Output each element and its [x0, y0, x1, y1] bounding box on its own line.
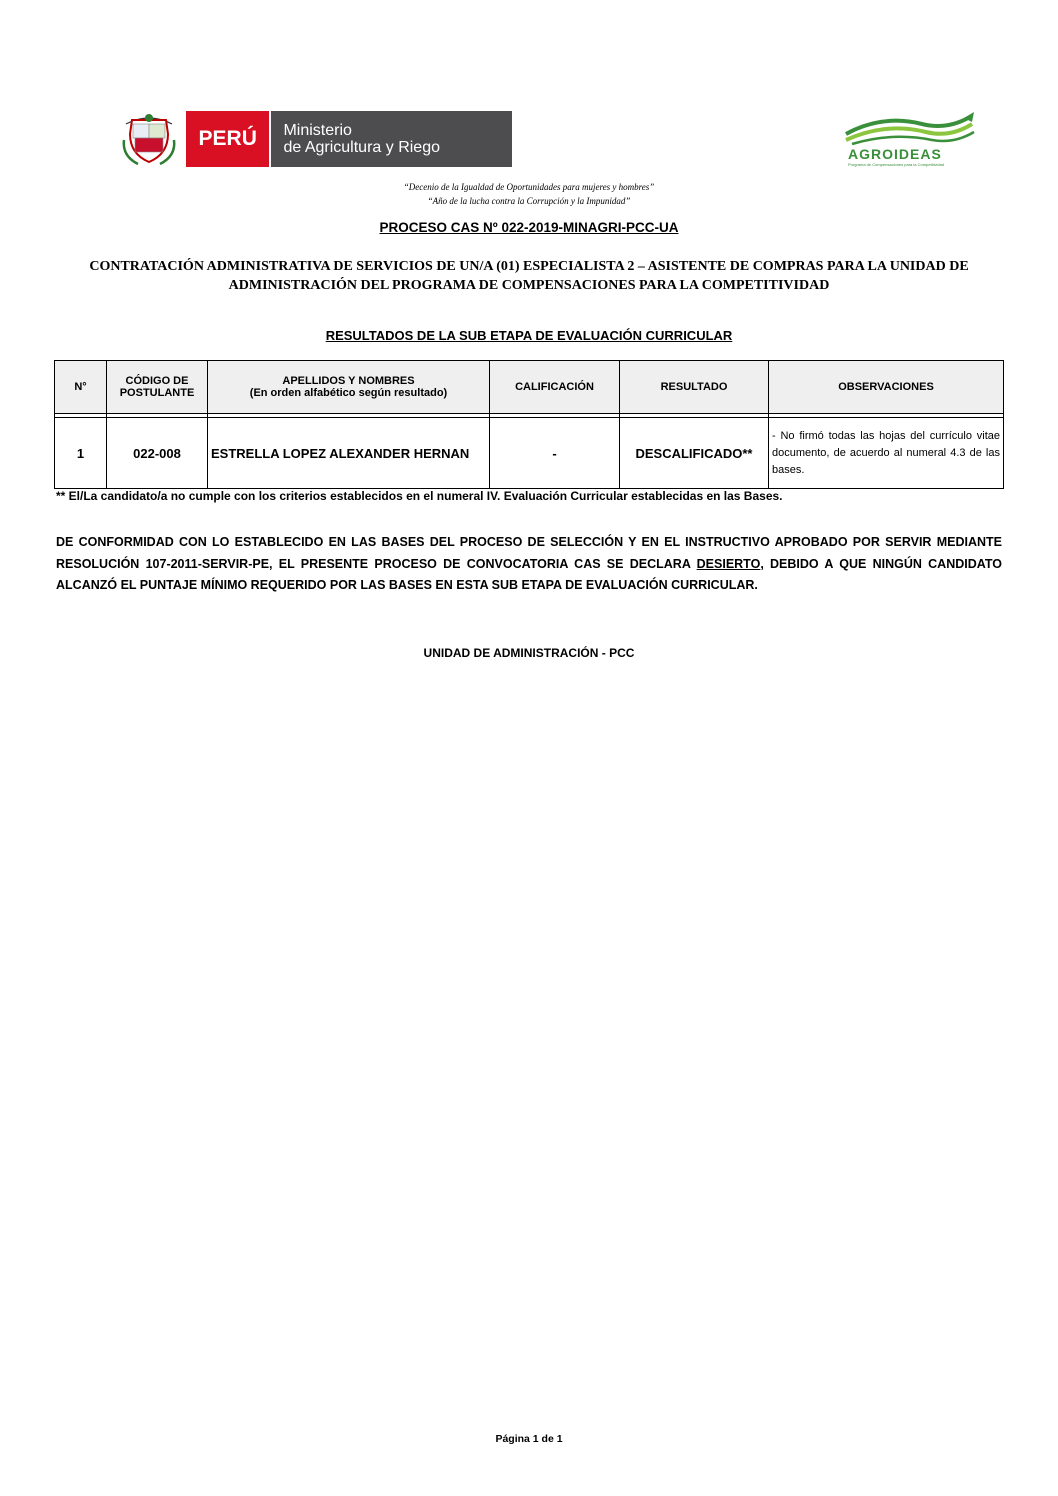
header-codigo [107, 361, 208, 414]
header-nombres-line-2: (En orden alfabético según resultado) [249, 387, 448, 399]
peru-label: PERÚ [186, 111, 269, 167]
ministry-name [269, 111, 512, 167]
ministry-line-2: de Agricultura y Riego [283, 139, 440, 156]
header-observaciones: OBSERVACIONES [769, 361, 1004, 414]
table-row [55, 418, 1004, 489]
table-header-row [55, 361, 1004, 414]
declaration-desierto: DESIERTO [696, 556, 761, 571]
ministry-logo [120, 110, 512, 168]
cell-codigo: 022-008 [107, 418, 208, 489]
declaration-text-before: DE CONFORMIDAD CON LO ESTABLECIDO EN LAS BASES DEL PROCESO DE SELECCIÓN Y EN EL INSTRUCTIVO APROBADO POR SERVIR MEDIANTE RESOLUCIÓN 107-2011-SERVIR-PE, EL PRESENTE PROCESO DE CONVOCATORIA CAS SE DECLARA [56, 535, 1002, 571]
cell-num: 1 [55, 418, 107, 489]
results-table [54, 360, 1004, 489]
agroideas-logo [842, 110, 980, 168]
header-resultado: RESULTADO [620, 361, 769, 414]
header-nombres-line-1: APELLIDOS Y NOMBRES [282, 375, 415, 387]
header-codigo-line-2: POSTULANTE [119, 387, 195, 399]
cell-calificacion: - [490, 418, 620, 489]
ministry-line-1: Ministerio [283, 122, 352, 139]
peru-coat-of-arms-icon [120, 110, 178, 168]
agroideas-name: AGROIDEAS [848, 146, 942, 162]
contract-description: CONTRATACIÓN ADMINISTRATIVA DE SERVICIOS DE UN/A (01) ESPECIALISTA 2 – ASISTENTE DE COMPRAS PARA LA UNIDAD DE ADMINISTRACIÓN DEL PROGRAMA DE COMPENSACIONES PARA LA COMPETITIVIDAD [89, 259, 969, 293]
header-codigo-line-1: CÓDIGO DE [125, 375, 189, 387]
cell-nombre: ESTRELLA LOPEZ ALEXANDER HERNAN [208, 418, 490, 489]
header-calificacion: CALIFICACIÓN [490, 361, 620, 414]
process-title: PROCESO CAS Nº 022-2019-MINAGRI-PCC-UA [379, 220, 679, 235]
cell-resultado: DESCALIFICADO** [620, 418, 769, 489]
signing-unit: UNIDAD DE ADMINISTRACIÓN - PCC [423, 646, 635, 660]
cell-observaciones: - No firmó todas las hojas del currículo vitae documento, de acuerdo al numeral 4.3 de las bases. [769, 418, 1004, 489]
header-nombres [208, 361, 490, 414]
footnote: ** El/La candidato/a no cumple con los criterios establecidos en el numeral IV. Evaluación Curricular establecidas en las Bases. [56, 489, 783, 503]
motto-line-1: “Decenio de la Igualdad de Oportunidades para mujeres y hombres” [403, 182, 655, 192]
declaration-paragraph [56, 532, 1002, 597]
declaration-text-after: , DEBIDO A QUE NINGÚN CANDIDATO ALCANZÓ EL PUNTAJE MÍNIMO REQUERIDO POR LAS BASES EN ESTA SUB ETAPA DE EVALUACIÓN CURRICULAR. [56, 556, 1002, 592]
motto-line-2: “Año de la lucha contra la Corrupción y la Impunidad” [427, 196, 631, 206]
results-title: RESULTADOS DE LA SUB ETAPA DE EVALUACIÓN CURRICULAR [325, 328, 733, 343]
agroideas-tagline: Programa de Compensaciones para la Competitividad [848, 162, 945, 167]
agroideas-waves-icon [842, 110, 980, 146]
page-number: Página 1 de 1 [495, 1433, 563, 1445]
header-num: N° [55, 361, 107, 414]
